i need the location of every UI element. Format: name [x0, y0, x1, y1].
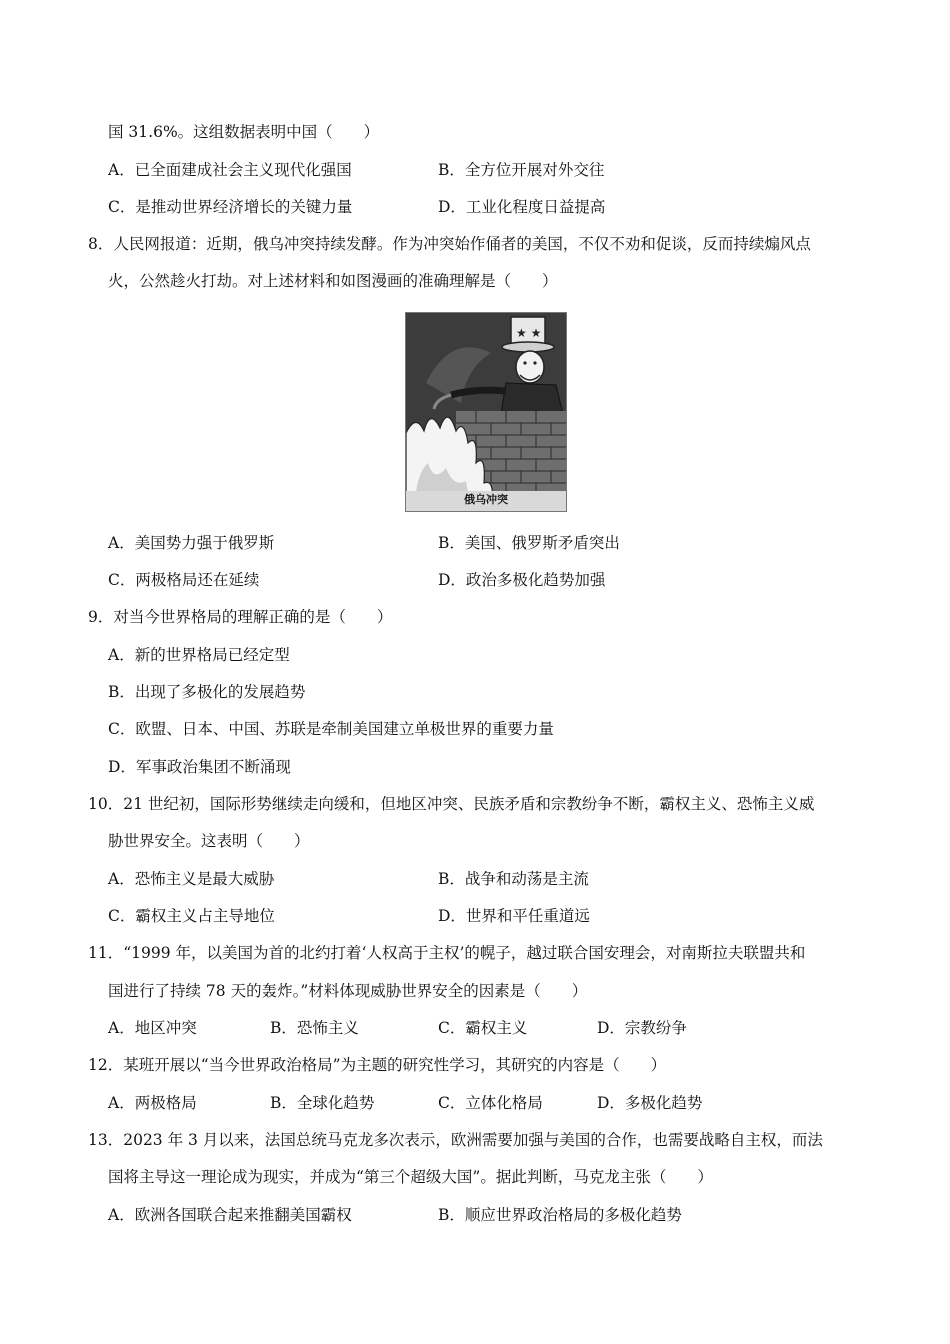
- q10-option-d: D．世界和平任重道远: [438, 907, 590, 925]
- q8-stem-line2: 火，公然趁火打劫。对上述材料和如图漫画的准确理解是（ ）: [108, 272, 558, 290]
- q10-stem-line2: 胁世界安全。这表明（ ）: [108, 832, 310, 850]
- q9-option-b: B．出现了多极化的发展趋势: [108, 683, 306, 701]
- cartoon-caption: 俄乌冲突: [464, 493, 508, 506]
- q8-option-a: A．美国势力强于俄罗斯: [108, 534, 275, 552]
- q13-option-a: A．欧洲各国联合起来推翻美国霸权: [108, 1206, 352, 1224]
- q13-stem-line1: 13．2023 年 3 月以来，法国总统马克龙多次表示，欧洲需要加强与美国的合作，也需要战略自主权，而法: [88, 1131, 823, 1149]
- q10-stem-line1: 10．21 世纪初，国际形势继续走向缓和，但地区冲突、民族矛盾和宗教纷争不断，霸权主义、恐怖主义威: [88, 795, 815, 813]
- q8-option-b: B．美国、俄罗斯矛盾突出: [438, 534, 620, 552]
- q13-stem-line2: 国将主导这一理论成为现实，并成为“第三个超级大国”。据此判断，马克龙主张（ ）: [108, 1168, 713, 1186]
- q12-option-c: C．立体化格局: [438, 1094, 543, 1112]
- q10-option-c: C．霸权主义占主导地位: [108, 907, 275, 925]
- q9-option-d: D．军事政治集团不断涌现: [108, 758, 291, 776]
- q9-stem: 9．对当今世界格局的理解正确的是（ ）: [88, 608, 393, 626]
- q13-option-b: B．顺应世界政治格局的多极化趋势: [438, 1206, 682, 1224]
- political-cartoon: [405, 312, 567, 512]
- q9-option-c: C．欧盟、日本、中国、苏联是牵制美国建立单极世界的重要力量: [108, 720, 554, 738]
- q9-option-a: A．新的世界格局已经定型: [108, 646, 290, 664]
- svg-text:★ ★: ★ ★: [516, 326, 542, 340]
- q12-option-d: D．多极化趋势: [597, 1094, 703, 1112]
- q10-option-a: A．恐怖主义是最大威胁: [108, 870, 275, 888]
- q8-option-d: D．政治多极化趋势加强: [438, 571, 606, 589]
- q11-option-d: D．宗教纷争: [597, 1019, 687, 1037]
- q11-option-c: C．霸权主义: [438, 1019, 528, 1037]
- q11-option-a: A．地区冲突: [108, 1019, 197, 1037]
- q12-option-a: A．两极格局: [108, 1094, 197, 1112]
- q11-stem-line2: 国进行了持续 78 天的轰炸。”材料体现威胁世界安全的因素是（ ）: [108, 982, 588, 1000]
- q7-option-b: B．全方位开展对外交往: [438, 161, 605, 179]
- q7-stem-tail: 国 31.6%。这组数据表明中国（ ）: [108, 123, 380, 141]
- q12-option-b: B．全球化趋势: [270, 1094, 375, 1112]
- q11-stem-line1: 11．“1999 年，以美国为首的北约打着‘人权高于主权’的幌子，越过联合国安理会，对南斯拉夫联盟共和: [88, 944, 806, 962]
- q7-option-c: C．是推动世界经济增长的关键力量: [108, 198, 353, 216]
- q12-stem: 12．某班开展以“当今世界政治格局”为主题的研究性学习，其研究的内容是（ ）: [88, 1056, 667, 1074]
- q8-option-c: C．两极格局还在延续: [108, 571, 260, 589]
- q11-option-b: B．恐怖主义: [270, 1019, 359, 1037]
- q10-option-b: B．战争和动荡是主流: [438, 870, 589, 888]
- q8-stem-line1: 8．人民网报道：近期，俄乌冲突持续发酵。作为冲突始作俑者的美国，不仅不劝和促谈，反而持续煽风点: [88, 235, 811, 253]
- q7-option-a: A．已全面建成社会主义现代化强国: [108, 161, 352, 179]
- q7-option-d: D．工业化程度日益提高: [438, 198, 606, 216]
- cartoon-illustration: [406, 313, 566, 511]
